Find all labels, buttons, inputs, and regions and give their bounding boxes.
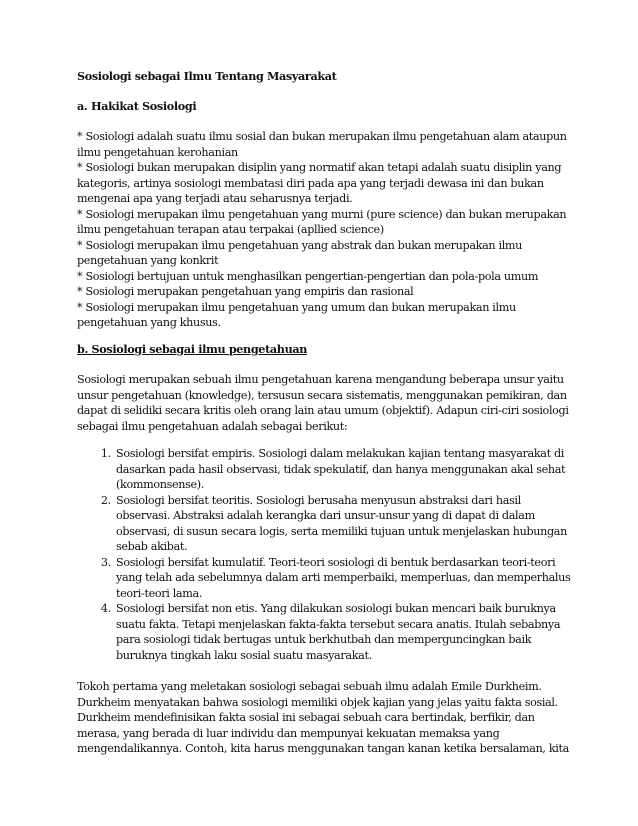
document-page: [77, 69, 577, 757]
durkheim-paragraph: Tokoh pertama yang meletakan sosiologi sebagai sebuah ilmu adalah Emile Durkheim. Durkheim menyatakan bahwa sosiologi memiliki objek kajian yang jelas yaitu fakta sosial. Durkheim mendefinisikan fakta sosial ini sebagai sebuah cara bertindak, berfikir, dan merasa, yang berada di luar individu dan mempunyai kekuatan memaksa yang mengendalikannya. Contoh, kita harus menggunakan tangan kanan ketika bersalaman, kita: [77, 680, 569, 755]
numbered-list-item: 3. Sosiologi bersifat kumulatif. Teori-teori sosiologi di bentuk berdasarkan teori-teori yang telah ada sebelumnya dalam arti memperbaiki, memperluas, dan memperhalus teori-teori lama.: [114, 555, 577, 602]
numbered-list-item: 2. Sosiologi bersifat teoritis. Sosiologi berusaha menyusun abstraksi dari hasil observasi. Abstraksi adalah kerangka dari unsur-unsur yang di dapat di dalam observasi, di susun secara logis, serta memiliki tujuan untuk menjelaskan hubungan sebab akibat.: [114, 493, 577, 555]
document-title: Sosiologi sebagai Ilmu Tentang Masyarakat: [77, 69, 337, 83]
section-b-heading: b. Sosiologi sebagai ilmu pengetahuan: [77, 341, 308, 356]
bullet-item: * Sosiologi bukan merupakan disiplin yang normatif akan tetapi adalah suatu disiplin yang kategoris, artinya sosiologi membatasi diri pada apa yang terjadi dewasa ini dan bukan mengenai apa yang terjadi atau seharusnya terjadi.: [77, 161, 562, 205]
bullet-item: * Sosiologi merupakan ilmu pengetahuan yang umum dan bukan merupakan ilmu pengetahuan yang khusus.: [77, 300, 516, 329]
characteristics-numbered-list: [77, 446, 577, 663]
numbered-list-item: 4. Sosiologi bersifat non etis. Yang dilakukan sosiologi bukan mencari baik buruknya suatu fakta. Tetapi menjelaskan fakta-fakta tersebut secara anatis. Itulah sebabnya para sosiologi tidak bertugas untuk berkhutbah dan memperguncingkan baik buruknya tingkah laku sosial suatu masyarakat.: [114, 601, 577, 663]
bullet-item: * Sosiologi merupakan pengetahuan yang empiris dan rasional: [77, 285, 414, 298]
numbered-list-item: 1. Sosiologi bersifat empiris. Sosiologi dalam melakukan kajian tentang masyarakat di dasarkan pada hasil observasi, tidak spekulatif, dan hanya menggunakan akal sehat (kommonsense).: [114, 446, 577, 493]
bullet-item: * Sosiologi adalah suatu ilmu sosial dan bukan merupakan ilmu pengetahuan alam ataupun ilmu pengetahuan kerohanian: [77, 130, 567, 159]
bullet-item: * Sosiologi bertujuan untuk menghasilkan pengertian-pengertian dan pola-pola umum: [77, 269, 539, 283]
section-a-bullet-list: [77, 129, 577, 331]
section-a-heading: a. Hakikat Sosiologi: [77, 98, 197, 113]
bullet-item: * Sosiologi merupakan ilmu pengetahuan yang murni (pure science) dan bukan merupakan ilmu pengetahuan terapan atau terpakai (apllied science): [77, 207, 567, 236]
bullet-item: * Sosiologi merupakan ilmu pengetahuan yang abstrak dan bukan merupakan ilmu pengetahuan yang konkrit: [77, 238, 523, 267]
section-b-intro-paragraph: Sosiologi merupakan sebuah ilmu pengetahuan karena mengandung beberapa unsur yaitu unsur pengetahuan (knowledge), tersusun secara sistematis, menggunakan pemikiran, dan dapat di selidiki secara kritis oleh orang lain atau umum (objektif). Adapun ciri-ciri sosiologi sebagai ilmu pengetahuan adalah sebagai berikut:: [77, 373, 569, 433]
